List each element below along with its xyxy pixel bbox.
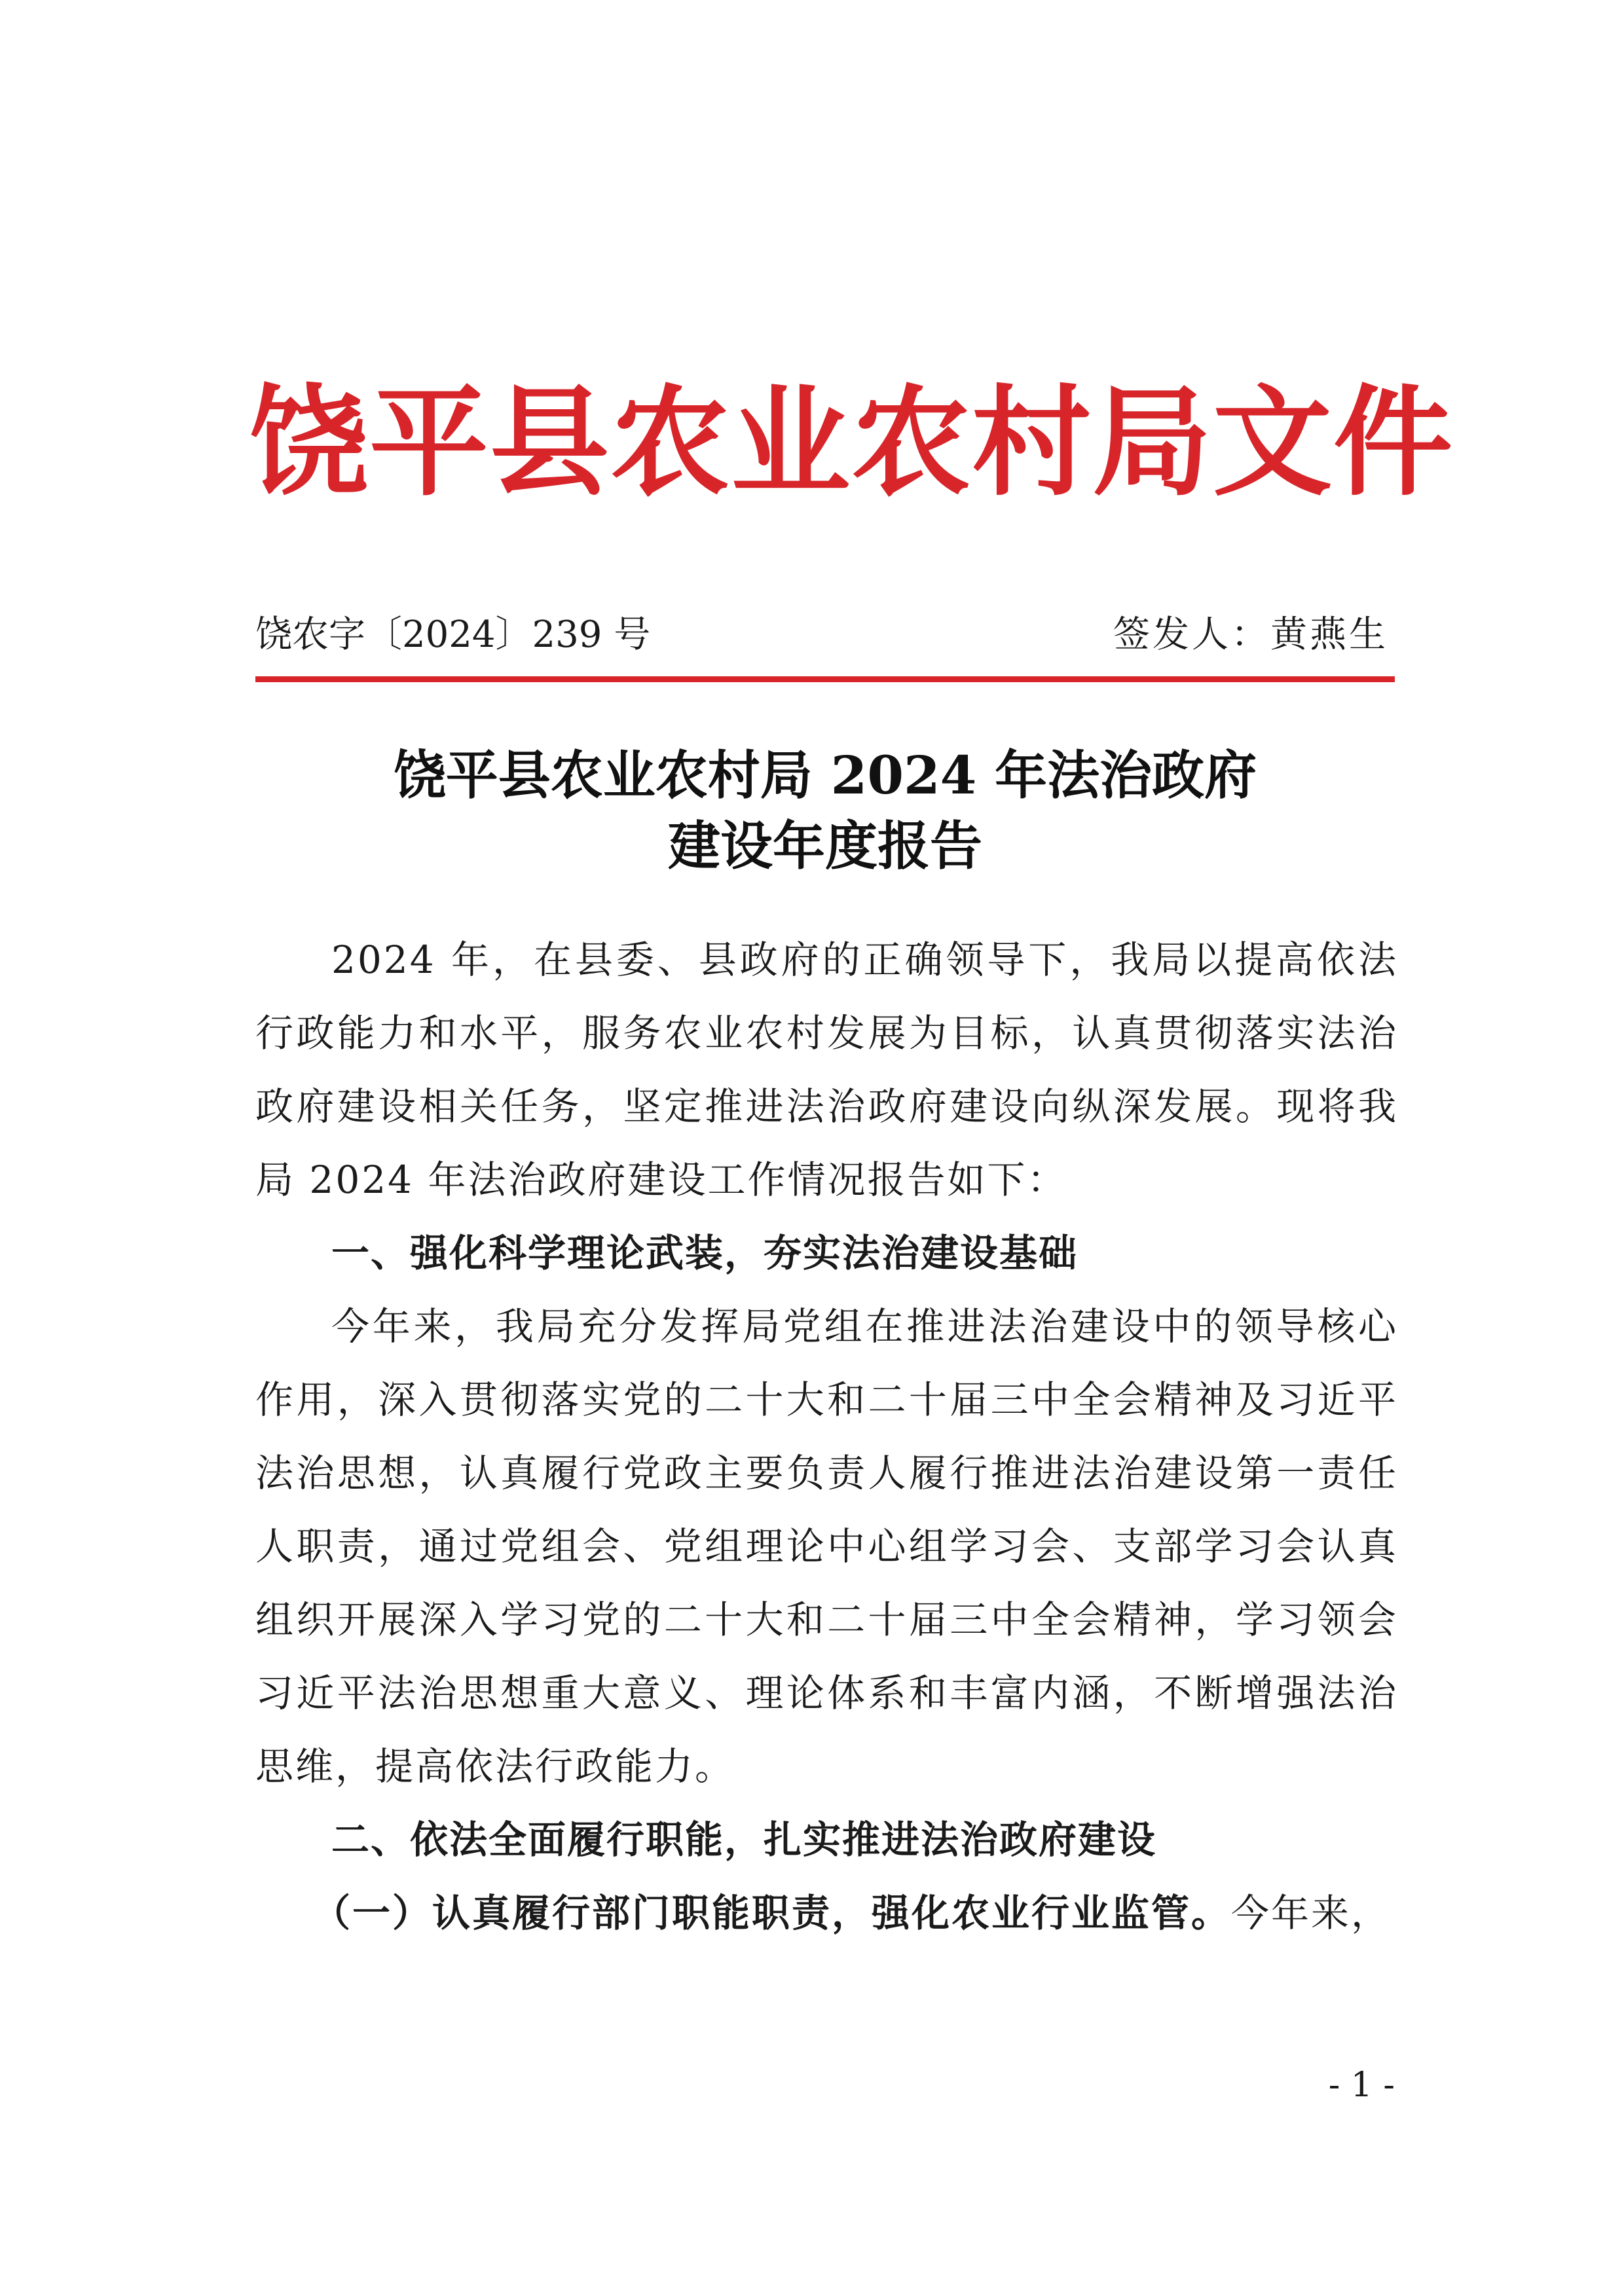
section-1-paragraph: 今年来，我局充分发挥局党组在推进法治建设中的领导核心作用，深入贯彻落实党的二十大和二十届三中全会精神及习近平法治思想，认真履行党政主要负责人履行推进法治建设第一责任人职责，通过党组会、党组理论中心组学习会、支部学习会认真组织开展深入学习党的二十大和二十届三中全会精神，学习领会习近平法治思想重大意义、理论体系和丰富内涵，不断增强法治思维，提高依法行政能力。 [255,1304,1398,1789]
document-body [255,923,1398,1950]
subsection-1-title: （一）认真履行部门职能职责，强化农业行业监管。 [312,1891,1232,1935]
section-2-heading: 二、依法全面履行职能，扎实推进法治政府建设 [331,1817,1157,1862]
issuer-title: 饶平县农业农村局文件 [249,372,1454,512]
subsection-1 [255,1876,1398,1950]
page-number: - 1 - [1328,2066,1395,2105]
subsection-1-text: 今年来， [1231,1891,1392,1935]
report-title [249,740,1401,881]
report-title-line-1: 饶平县农业农村局 2024 年法治政府 [393,744,1257,806]
red-divider [255,676,1395,682]
document-number: 饶农字〔2024〕239 号 [255,613,651,656]
intro-paragraph: 2024 年，在县委、县政府的正确领导下，我局以提高依法行政能力和水平，服务农业农村发展为目标，认真贯彻落实法治政府建设相关任务，坚定推进法治政府建设向纵深发展。现将我局 2024 年法治政府建设工作情况报告如下： [255,938,1398,1202]
signer: 签发人：黄燕生 [1113,613,1388,656]
section-1-heading: 一、强化科学理论武装，夯实法治建设基础 [331,1231,1079,1275]
report-title-line-2: 建设年度报告 [668,815,982,877]
